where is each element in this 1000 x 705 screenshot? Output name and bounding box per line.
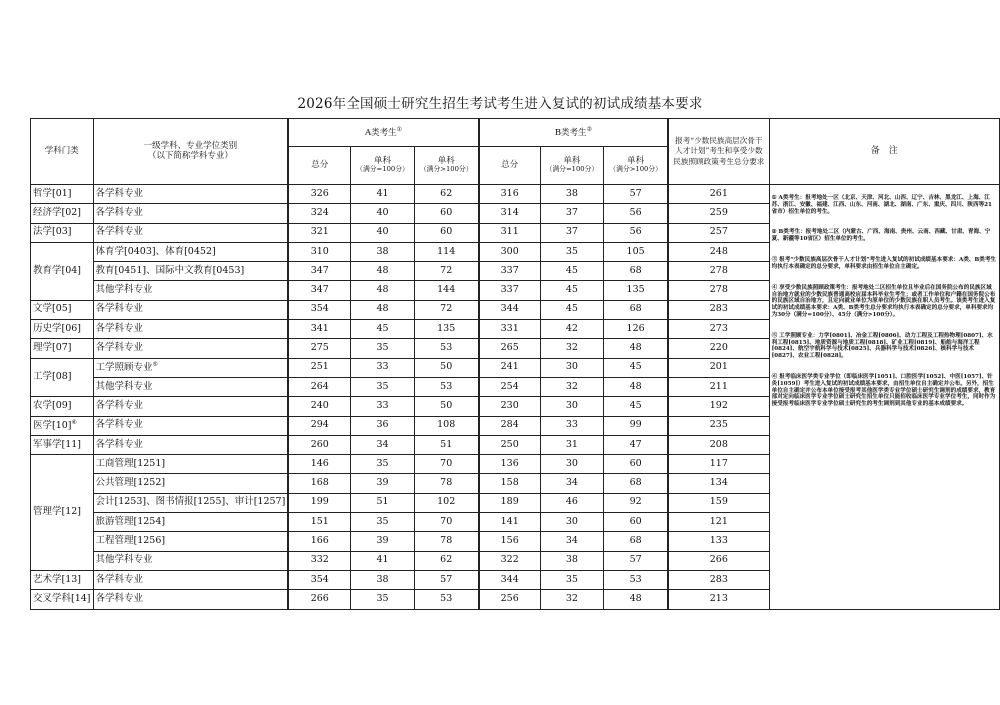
minority-total-cell: 278 [668,281,769,300]
category-label: 旅游管理[1254] [95,515,166,527]
b-single-cell: 38 [540,551,603,570]
b-single-cell: 42 [540,320,603,339]
a-single-cell: 35 [351,377,414,396]
a-total-cell: 354 [288,570,350,589]
category-cell [93,281,288,300]
b-single-cell: 99 [604,416,668,435]
b-total-cell: 331 [479,320,540,339]
a-single-cell: 41 [351,185,414,204]
a-single-cell: 50 [414,397,478,416]
b-single-cell: 46 [540,493,603,512]
a-single-cell: 53 [414,377,478,396]
minority-total-cell: 208 [668,435,769,454]
category-label: 各学科专业 [95,592,144,604]
category-cell [93,223,288,242]
a-single-cell: 60 [414,204,478,223]
a-total-cell: 264 [288,377,350,396]
category-label: 各学科专业 [95,206,144,218]
minority-total-cell: 117 [668,455,769,474]
b-single-cell: 30 [540,397,603,416]
b-total-cell: 344 [479,300,540,319]
minority-total-cell: 192 [668,397,769,416]
b-single-cell: 68 [604,300,668,319]
b-single-cell: 37 [540,204,603,223]
category-cell [93,570,288,589]
category-cell [93,474,288,493]
a-total-cell: 354 [288,300,350,319]
category-label: 体育学[0403]、体育[0452] [95,245,216,257]
category-cell [93,262,288,281]
minority-total-cell: 220 [668,339,769,358]
minority-total-cell: 159 [668,493,769,512]
header-a-sup: ① [396,125,402,133]
category-cell [93,513,288,532]
a-total-cell: 151 [288,513,350,532]
category-label: 各学科专业 [95,226,144,238]
b-single-cell: 60 [604,513,668,532]
a-single-cell: 144 [414,281,478,300]
header-a-single1-label: 单科 [373,155,391,166]
category-cell [93,532,288,551]
minority-total-cell: 248 [668,242,769,261]
header-a-single1 [351,147,414,185]
discipline-cell [31,416,94,435]
header-a-total: 总分 [288,147,350,185]
header-a-group [288,119,478,147]
b-single-cell: 68 [604,262,668,281]
a-single-cell: 40 [351,204,414,223]
discipline-name: 理学[07] [33,342,72,354]
a-total-cell: 275 [288,339,350,358]
a-single-cell: 45 [351,320,414,339]
discipline-cell [31,320,94,339]
header-category-line2: （以下简称学科专业） [147,150,233,161]
category-cell [93,204,288,223]
b-single-cell: 38 [540,185,603,204]
b-single-cell: 32 [540,339,603,358]
b-single-cell: 30 [540,358,603,377]
discipline-name: 医学[10] [33,419,72,431]
discipline-cell [31,223,94,242]
a-total-cell: 347 [288,262,350,281]
header-b-single2 [604,147,668,185]
b-total-cell: 344 [479,570,540,589]
table-body [31,119,1000,610]
a-total-cell: 251 [288,358,350,377]
b-single-cell: 31 [540,435,603,454]
b-single-cell: 135 [604,281,668,300]
b-total-cell: 141 [479,513,540,532]
category-label: 各学科专业 [95,322,144,334]
header-b-single1 [540,147,603,185]
a-single-cell: 51 [414,435,478,454]
minority-total-cell: 283 [668,570,769,589]
a-total-cell: 199 [288,493,350,512]
b-single-cell: 68 [604,474,668,493]
a-total-cell: 332 [288,551,350,570]
a-single-cell: 72 [414,300,478,319]
a-single-cell: 34 [351,435,414,454]
b-total-cell: 316 [479,185,540,204]
b-total-cell: 230 [479,397,540,416]
discipline-cell [31,185,94,204]
category-cell [93,339,288,358]
b-single-cell: 35 [540,242,603,261]
a-single-cell: 62 [414,185,478,204]
a-single-cell: 39 [351,532,414,551]
b-total-cell: 314 [479,204,540,223]
b-total-cell: 254 [479,377,540,396]
a-single-cell: 70 [414,513,478,532]
b-total-cell: 241 [479,358,540,377]
header-b-single2-sub: （满分>100分） [609,165,662,174]
a-single-cell: 102 [414,493,478,512]
b-single-cell: 35 [540,570,603,589]
b-single-cell: 57 [604,185,668,204]
header-a-single2-sub: （满分>100分） [419,165,473,174]
discipline-cell [31,397,94,416]
header-remarks: 备 注 [769,119,999,185]
a-total-cell: 326 [288,185,350,204]
category-label: 各学科专业 [95,303,144,315]
a-single-cell: 38 [351,242,414,261]
header-b-single1-sub: （满分=100分） [545,165,599,174]
b-single-cell: 48 [604,590,668,609]
b-total-cell: 136 [479,455,540,474]
category-label: 各学科专业 [95,342,144,354]
category-label: 各学科专业 [95,399,144,411]
b-single-cell: 34 [540,532,603,551]
discipline-cell [31,339,94,358]
minority-total-cell: 257 [668,223,769,242]
category-label: 其他学科专业 [95,284,153,296]
b-single-cell: 32 [540,377,603,396]
discipline-cell [31,300,94,319]
header-a-label: A类考生 [364,127,397,138]
category-label: 其他学科专业 [95,554,153,566]
category-cell [93,551,288,570]
b-total-cell: 337 [479,281,540,300]
a-single-cell: 48 [351,300,414,319]
a-single-cell: 51 [351,493,414,512]
discipline-name: 农学[09] [33,399,72,411]
discipline-note-ref: ⑥ [71,418,77,426]
discipline-name: 军事学[11] [33,438,82,450]
a-single-cell: 53 [414,590,478,609]
a-single-cell: 48 [351,262,414,281]
category-cell [93,320,288,339]
discipline-name: 历史学[06] [33,322,82,334]
b-single-cell: 47 [604,435,668,454]
b-single-cell: 45 [540,281,603,300]
a-single-cell: 35 [351,339,414,358]
discipline-name: 文学[05] [33,303,72,315]
a-single-cell: 78 [414,532,478,551]
minority-total-cell: 283 [668,300,769,319]
category-label: 其他学科专业 [95,380,153,392]
b-total-cell: 156 [479,532,540,551]
a-total-cell: 260 [288,435,350,454]
b-total-cell: 311 [479,223,540,242]
discipline-cell [31,590,94,609]
a-single-cell: 70 [414,455,478,474]
a-total-cell: 294 [288,416,350,435]
remarks-cell [769,185,999,610]
discipline-cell [31,435,94,454]
b-single-cell: 45 [540,262,603,281]
header-minority: 报考“少数民族高层次骨干人才计划”考生和享受少数民族照顾政策考生总分要求 [668,119,769,185]
a-single-cell: 50 [414,358,478,377]
header-b-single1-label: 单科 [563,155,581,166]
a-single-cell: 33 [351,358,414,377]
minority-total-cell: 278 [668,262,769,281]
b-single-cell: 48 [604,377,668,396]
category-label: 各学科专业 [95,419,144,431]
minority-total-cell: 259 [668,204,769,223]
category-cell [93,590,288,609]
a-total-cell: 166 [288,532,350,551]
header-category [93,119,288,185]
discipline-cell [31,455,94,571]
b-single-cell: 45 [540,300,603,319]
a-total-cell: 341 [288,320,350,339]
b-total-cell: 158 [479,474,540,493]
b-single-cell: 68 [604,532,668,551]
category-cell [93,416,288,435]
b-single-cell: 126 [604,320,668,339]
minority-total-cell: 273 [668,320,769,339]
header-discipline: 学科门类 [31,119,94,185]
category-cell [93,185,288,204]
a-single-cell: 60 [414,223,478,242]
header-b-group [479,119,668,147]
a-single-cell: 78 [414,474,478,493]
discipline-name: 管理学[12] [33,506,82,518]
discipline-name: 艺术学[13] [33,573,82,585]
category-label: 各学科专业 [95,438,144,450]
a-total-cell: 324 [288,204,350,223]
b-single-cell: 53 [604,570,668,589]
category-label: 各学科专业 [95,573,144,585]
a-single-cell: 40 [351,223,414,242]
b-total-cell: 300 [479,242,540,261]
category-cell [93,455,288,474]
remark-note: ⑥ 报考临床医学类专业学位（即临床医学[1051]、口腔医学[1052]、中医[1057]、针灸[1059]）考生进入复试的初试成绩基本要求，由招生单位自主确定并公布。另外，招生单位自主确定并公布本单位接受报考其他医学类专业学位硕士研究生调剂的成绩要求，教育部对定向临床医学专业学位硕士研究生招生单位只能招收临床医学专业学位考生，同时作为接受报考临床医学专业学位硕士研究生的考生调剂到其他专业的基本成绩要求。 [771,374,996,408]
a-total-cell: 347 [288,281,350,300]
header-b-single2-label: 单科 [627,155,645,166]
discipline-cell [31,570,94,589]
a-single-cell: 62 [414,551,478,570]
b-single-cell: 45 [604,397,668,416]
a-total-cell: 240 [288,397,350,416]
b-total-cell: 284 [479,416,540,435]
header-b-sup: ② [586,125,592,133]
a-single-cell: 36 [351,416,414,435]
b-single-cell: 37 [540,223,603,242]
minority-total-cell: 266 [668,551,769,570]
header-b-label: B类考生 [554,127,587,138]
category-label: 工程管理[1256] [95,535,166,547]
a-single-cell: 48 [351,281,414,300]
b-total-cell: 250 [479,435,540,454]
category-cell [93,435,288,454]
b-single-cell: 48 [604,339,668,358]
b-total-cell: 337 [479,262,540,281]
minority-total-cell: 134 [668,474,769,493]
minority-total-cell: 133 [668,532,769,551]
b-single-cell: 92 [604,493,668,512]
a-single-cell: 41 [351,551,414,570]
a-single-cell: 39 [351,474,414,493]
b-single-cell: 30 [540,513,603,532]
a-single-cell: 114 [414,242,478,261]
discipline-name: 法学[03] [33,226,72,238]
minority-total-cell: 211 [668,377,769,396]
a-single-cell: 35 [351,455,414,474]
category-label: 公共管理[1252] [95,477,166,489]
b-total-cell: 256 [479,590,540,609]
b-single-cell: 32 [540,590,603,609]
score-table [30,118,1000,610]
header-b-total: 总分 [479,147,540,185]
header-a-single2-label: 单科 [437,155,455,166]
a-total-cell: 310 [288,242,350,261]
a-total-cell: 146 [288,455,350,474]
discipline-cell [31,242,94,300]
b-single-cell: 34 [540,474,603,493]
a-single-cell: 35 [351,590,414,609]
b-single-cell: 30 [540,455,603,474]
category-label: 各学科专业 [95,187,144,199]
b-single-cell: 56 [604,204,668,223]
remark-note: ③ 报考“少数民族高层次骨干人才计划”考生进入复试的初试成绩基本要求：A类、B类考生均执行本表确定的总分要求，单科要求由招生单位自主确定。 [771,257,997,270]
category-cell [93,358,288,377]
category-cell [93,397,288,416]
discipline-name: 工学[08] [33,371,72,382]
a-single-cell: 72 [414,262,478,281]
category-label: 工商管理[1251] [95,457,166,469]
a-total-cell: 266 [288,590,350,609]
discipline-name: 交叉学科[14] [33,592,91,604]
remark-note: ④ 享受少数民族照顾政策考生：报考地处二区招生单位且毕业后在国务院公布的民族区域自治地方就业的少数民族普通高校应届本科毕业生考生；或者工作单位和户籍在国务院公布的民族区域自治地方，且定向就业单位为原单位的少数民族在职人员考生。该类考生进入复试的初试成绩基本要求：A类、B类考生总分要求均执行本表确定的总分要求，单科要求均为30分（满分=100分）、45分（满分>100分）。 [771,284,996,318]
minority-total-cell: 201 [668,358,769,377]
category-cell [93,493,288,512]
category-note-ref: ⑤ [152,360,158,368]
a-single-cell: 33 [351,397,414,416]
a-single-cell: 57 [414,570,478,589]
discipline-name: 经济学[02] [33,206,82,218]
b-total-cell: 265 [479,339,540,358]
a-total-cell: 321 [288,223,350,242]
discipline-cell [31,204,94,223]
a-single-cell: 38 [351,570,414,589]
page-title: 2026年全国硕士研究生招生考试考生进入复试的初试成绩基本要求 [297,96,703,112]
category-label: 教育[0451]、国际中文教育[0453] [95,264,245,276]
b-single-cell: 105 [604,242,668,261]
a-total-cell: 168 [288,474,350,493]
remark-note: ① A类考生：报考地处一区（北京、天津、河北、山西、辽宁、吉林、黑龙江、上海、江苏、浙江、安徽、福建、江西、山东、河南、湖北、湖南、广东、重庆、四川、陕西等21省市）招生单位的考生。 [771,195,992,215]
a-single-cell: 53 [414,339,478,358]
minority-total-cell: 121 [668,513,769,532]
b-single-cell: 56 [604,223,668,242]
minority-total-cell: 235 [668,416,769,435]
minority-total-cell: 261 [668,185,769,204]
category-cell [93,300,288,319]
header-category-line1: 一级学科、专业学位类别 [143,140,238,151]
remark-note: ② B类考生：报考地处二区（内蒙古、广西、海南、贵州、云南、西藏、甘肃、青海、宁夏、新疆等10省区）招生单位的考生。 [771,229,991,243]
b-single-cell: 60 [604,455,668,474]
a-single-cell: 135 [414,320,478,339]
a-single-cell: 35 [351,513,414,532]
remark-note: ⑤ 工学照顾专业：力学[0801]、冶金工程[0806]、动力工程及工程热物理[0807]、水利工程[0815]、地质资源与地质工程[0818]、矿业工程[0819]、船舶与海洋工程[0824]、航空宇航科学与技术[0825]、兵器科学与技术[0826]、核科学与技术[0827]、农业工程[0828]。 [771,332,993,360]
b-total-cell: 189 [479,493,540,512]
category-label: 会计[1253]、图书情报[1255]、审计[1257] [95,496,286,508]
header-a-single1-sub: （满分=100分） [356,165,409,174]
header-a-single2 [414,147,478,185]
category-cell [93,377,288,396]
category-cell [93,242,288,261]
b-total-cell: 322 [479,551,540,570]
b-single-cell: 57 [604,551,668,570]
minority-total-cell: 213 [668,590,769,609]
discipline-name: 教育学[04] [33,264,82,276]
b-single-cell: 45 [604,358,668,377]
category-label: 工学照顾专业 [95,361,153,373]
a-single-cell: 108 [414,416,478,435]
table-row [31,185,1000,204]
discipline-cell [31,358,94,397]
b-single-cell: 33 [540,416,603,435]
discipline-name: 哲学[01] [33,187,72,199]
